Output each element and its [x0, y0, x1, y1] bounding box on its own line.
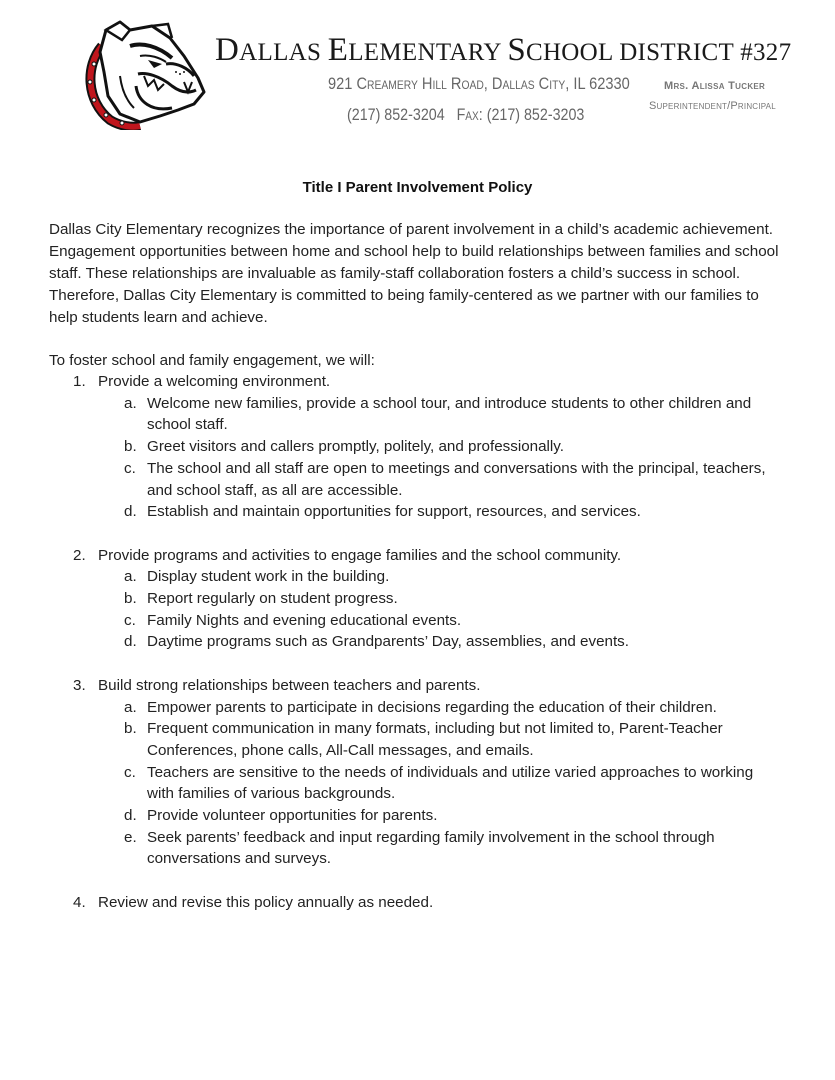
sub-list-item	[0, 762, 835, 805]
sub-list-item	[0, 631, 835, 653]
list-item	[0, 675, 835, 697]
sub-list-item-letter: b.	[124, 720, 137, 738]
sub-list-item-letter: b.	[124, 590, 137, 608]
district-name-part: DISTRICT #327	[619, 39, 792, 66]
school-address: 921 Creamery Hill Road, Dallas City, IL 62330	[328, 74, 630, 93]
district-name-part: LEMENTARY	[348, 39, 508, 66]
list-item-text: Provide programs and activities to engage families and the school community.	[98, 546, 622, 564]
sub-list-item	[0, 610, 835, 632]
document-title: Title I Parent Involvement Policy	[302, 179, 533, 196]
policy-list	[0, 371, 835, 914]
sub-list-item	[0, 436, 835, 458]
sub-list-item-letter: d.	[124, 633, 137, 651]
sub-list-item	[0, 501, 835, 523]
sub-list-item	[0, 718, 835, 761]
list-item-number: 1.	[73, 373, 86, 390]
sub-list-item-text: Greet visitors and callers promptly, politely, and professionally.	[147, 438, 564, 456]
superintendent-title: Superintendent/Principal	[649, 100, 776, 112]
sub-list-item-letter: a.	[124, 568, 137, 586]
fax-number: (217) 852-3203	[486, 105, 585, 124]
sub-list-item	[0, 827, 835, 870]
sub-list-item-letter: c.	[124, 459, 136, 477]
district-name-part: CHOOL	[525, 39, 620, 66]
sub-list-item-letter: a.	[124, 394, 137, 412]
sub-list-item-letter: a.	[124, 698, 137, 716]
list-lead-in: To foster school and family engagement, we will:	[49, 352, 375, 369]
sub-list-item	[0, 393, 835, 436]
contact-numbers	[347, 105, 584, 125]
district-name-part: S	[507, 32, 526, 68]
list-item-text: Review and revise this policy annually as needed.	[98, 893, 434, 911]
sub-list-item-text: Empower parents to participate in decisions regarding the education of their children.	[147, 698, 717, 716]
sub-list-item-text: Report regularly on student progress.	[147, 590, 398, 608]
sub-list-item-text: Display student work in the building.	[147, 568, 390, 586]
sub-list-item	[0, 566, 835, 588]
fax-label: Fax:	[456, 105, 483, 124]
phone-number: (217) 852-3204	[347, 105, 445, 124]
list-item	[0, 545, 835, 567]
sub-list-item-text: Welcome new families, provide a school tour, and introduce students to other children and school staff.	[147, 394, 752, 434]
sub-list-item-letter: c.	[124, 763, 136, 781]
sub-list-item-text: Teachers are sensitive to the needs of individuals and utilize varied approaches to working with families of various backgrounds.	[147, 763, 754, 803]
district-name-part: D	[215, 32, 240, 68]
district-name	[215, 34, 791, 67]
list-spacer	[0, 653, 835, 675]
list-item-number: 2.	[73, 546, 86, 564]
district-name-part: E	[327, 32, 349, 68]
sub-list-item-text: Daytime programs such as Grandparents’ Day, assemblies, and events.	[147, 633, 629, 651]
sub-list-item	[0, 805, 835, 827]
list-item-number: 4.	[73, 893, 86, 911]
list-item-text: Build strong relationships between teachers and parents.	[98, 676, 481, 694]
sub-list-item-text: Establish and maintain opportunities for support, resources, and services.	[147, 503, 641, 521]
sub-list-item-text: Frequent communication in many formats, including but not limited to, Parent-Teacher Conferences, phone calls, All-Call messages, and emails.	[147, 720, 723, 759]
list-item-number: 3.	[73, 676, 86, 694]
sub-list-item-text: Provide volunteer opportunities for parents.	[147, 807, 438, 825]
superintendent-name: Mrs. Alissa Tucker	[664, 80, 766, 92]
sub-list-item-text: The school and all staff are open to meetings and conversations with the principal, teachers, and school staff, as all are accessible.	[147, 459, 766, 499]
sub-list-item-letter: d.	[124, 807, 137, 825]
sub-list-item	[0, 458, 835, 501]
sub-list-item-text: Family Nights and evening educational events.	[147, 611, 462, 629]
district-name-part: ALLAS	[239, 39, 328, 66]
sub-list-item-letter: d.	[124, 503, 137, 521]
sub-list-item	[0, 588, 835, 610]
sub-list-item	[0, 697, 835, 719]
bulldog-logo-icon	[80, 16, 210, 130]
sub-list-item-letter: e.	[124, 828, 137, 846]
list-spacer	[0, 523, 835, 545]
intro-paragraph: Dallas City Elementary recognizes the importance of parent involvement in a child’s academic achievement. Engagement opportunities between home and school help to build relationships between families and school staff. These relationships are invaluable as family-staff collaboration fosters a child’s success in school. Therefore, Dallas City Elementary is committed to being family-centered as we partner with our families to help students learn and achieve.	[49, 221, 779, 326]
sub-list-item-letter: b.	[124, 438, 137, 456]
list-spacer	[0, 870, 835, 892]
list-item	[0, 371, 835, 393]
sub-list-item-text: Seek parents’ feedback and input regarding family involvement in the school through conversations and surveys.	[147, 828, 715, 868]
list-item-text: Provide a welcoming environment.	[98, 373, 331, 390]
sub-list-item-letter: c.	[124, 611, 136, 629]
list-item	[0, 892, 835, 914]
